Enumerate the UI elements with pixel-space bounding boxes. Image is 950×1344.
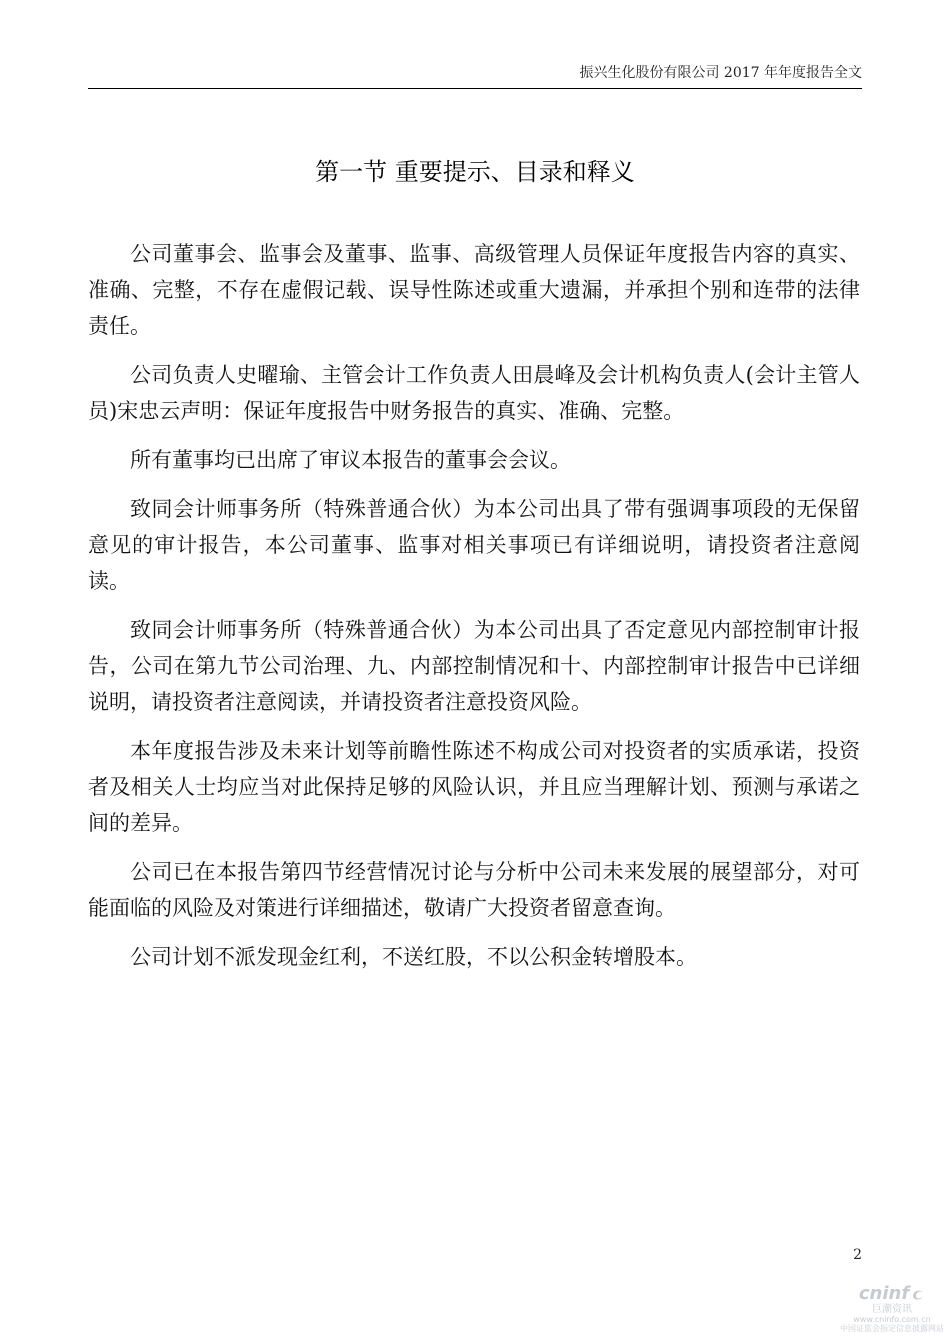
paragraph-dividend-plan: 公司计划不派发现金红利，不送红股，不以公积金转增股本。 — [130, 945, 697, 969]
section-title: 第一节 重要提示、目录和释义 — [315, 158, 635, 186]
watermark-logo-row — [838, 1284, 946, 1304]
page-header — [88, 64, 862, 88]
paragraph-forward-looking-statement: 本年度报告涉及未来计划等前瞻性陈述不构成公司对投资者的实质承诺，投资者及相关人士均应当对此保持足够的风险认识，并且应当理解计划、预测与承诺之间的差异。 — [88, 739, 860, 835]
watermark-org-caption: 中国证监会指定信息披露网站 — [840, 1324, 944, 1333]
swirl-logo-icon — [911, 1287, 925, 1301]
paragraph-internal-control-opinion: 致同会计师事务所（特殊普通合伙）为本公司出具了否定意见内部控制审计报告，公司在第九节公司治理、九、内部控制情况和十、内部控制审计报告中已详细说明，请投资者注意阅读，并请投资者注意投资风险。 — [88, 618, 860, 714]
report-header-title: 振兴生化股份有限公司 2017 年年度报告全文 — [579, 65, 862, 81]
paragraph-responsible-persons-statement: 公司负责人史曜瑜、主管会计工作负责人田晨峰及会计机构负责人(会计主管人员)宋忠云声明：保证年度报告中财务报告的真实、准确、完整。 — [88, 363, 860, 423]
body-text — [88, 236, 860, 988]
watermark-logo-text: cninf — [858, 1283, 910, 1304]
watermark-url: www.cninfo.com.cn — [853, 1315, 931, 1324]
paragraph-directors-attendance: 所有董事均已出席了审议本报告的董事会会议。 — [130, 448, 571, 472]
header-divider — [88, 88, 862, 89]
page-number: 2 — [853, 1247, 862, 1263]
paragraph-audit-opinion: 致同会计师事务所（特殊普通合伙）为本公司出具了带有强调事项段的无保留意见的审计报告，本公司董事、监事对相关事项已有详细说明，请投资者注意阅读。 — [88, 497, 860, 593]
paragraph-risk-disclosure: 公司已在本报告第四节经营情况讨论与分析中公司未来发展的展望部分，对可能面临的风险及对策进行详细描述，敬请广大投资者留意查询。 — [88, 860, 860, 920]
cninfo-watermark — [838, 1284, 946, 1340]
watermark-brand-name: 巨潮资讯 — [872, 1304, 912, 1315]
paragraph-board-guarantee: 公司董事会、监事会及董事、监事、高级管理人员保证年度报告内容的真实、准确、完整，不存在虚假记载、误导性陈述或重大遗漏，并承担个别和连带的法律责任。 — [88, 242, 860, 338]
